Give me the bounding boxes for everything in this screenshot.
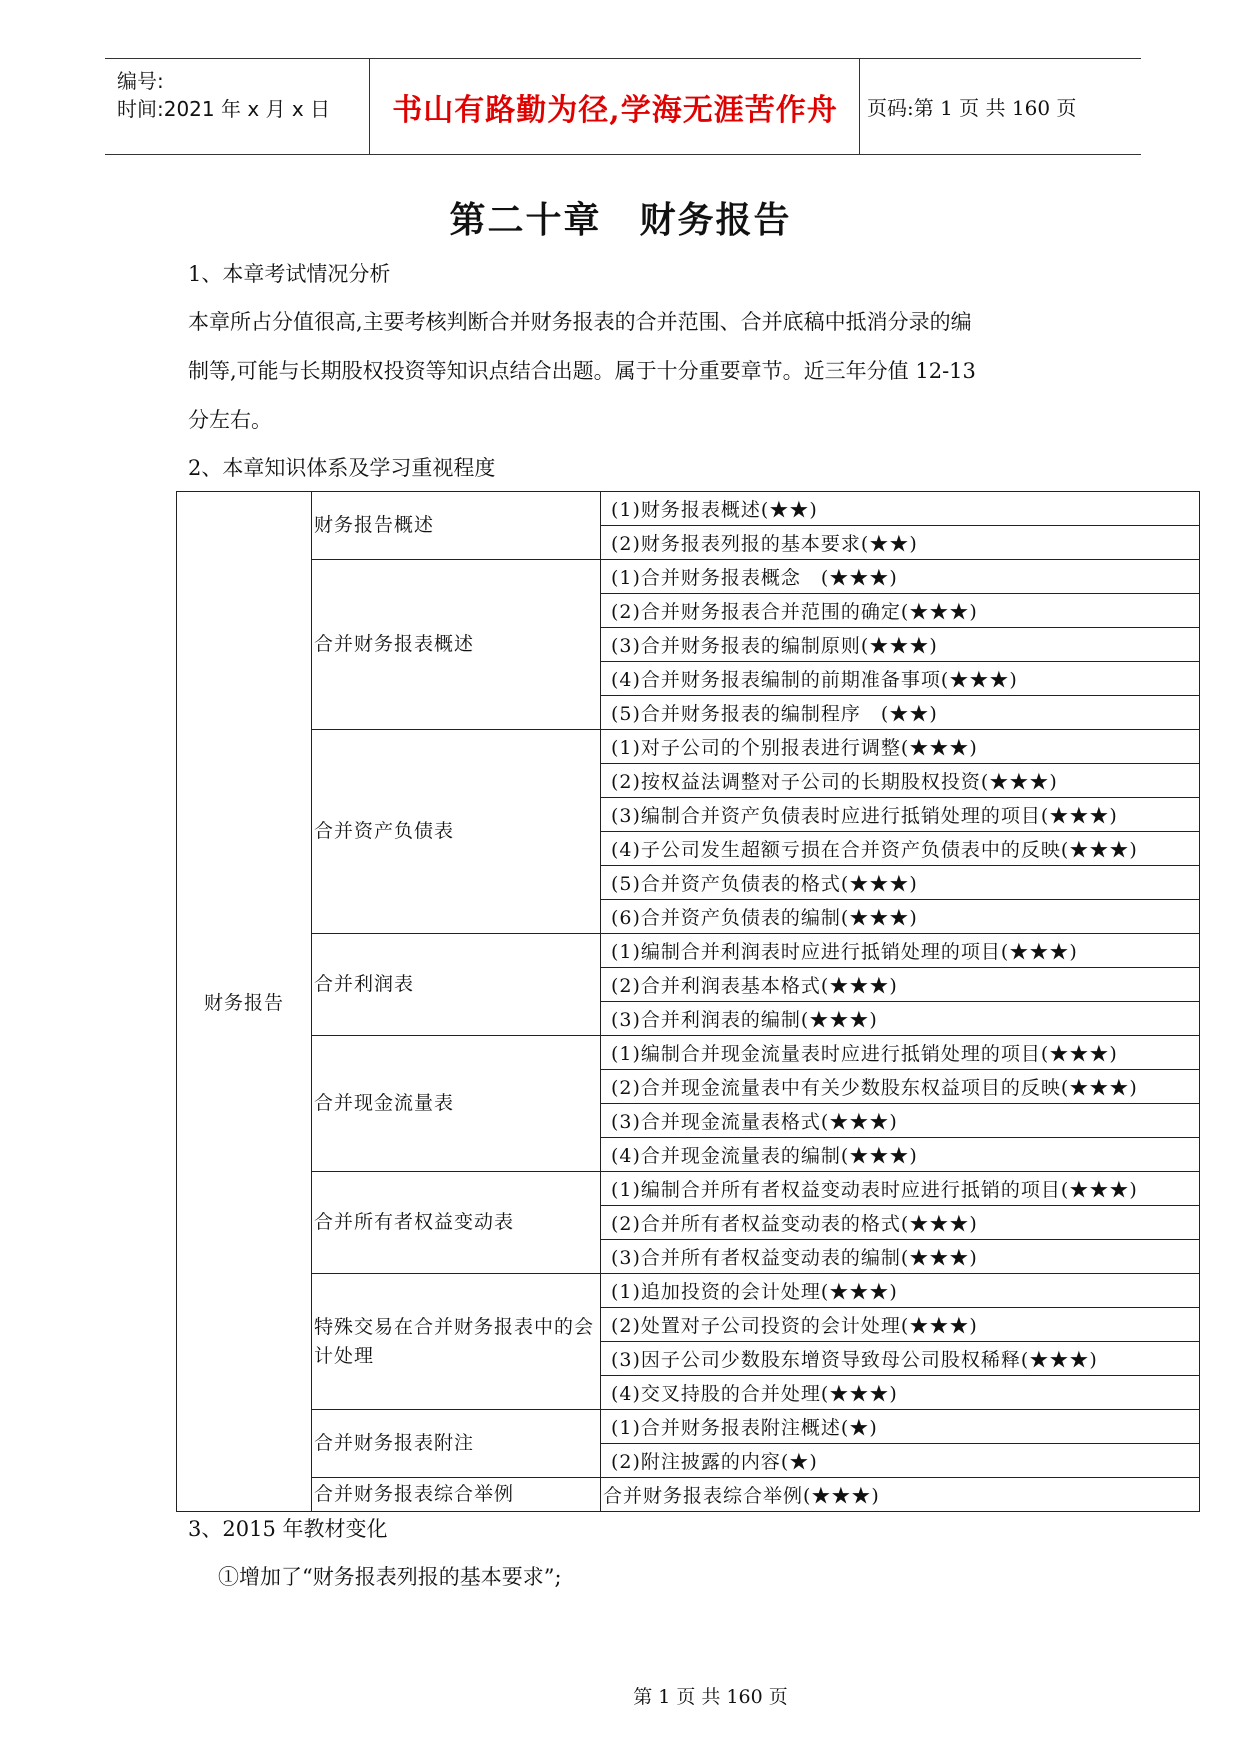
item-cell: (1)追加投资的会计处理(★★★) — [601, 1274, 1200, 1308]
topic-cell: 特殊交易在合并财务报表中的会计处理 — [312, 1274, 601, 1410]
item-cell: 合并财务报表综合举例(★★★) — [601, 1478, 1200, 1512]
item-cell: (1)编制合并现金流量表时应进行抵销处理的项目(★★★) — [601, 1036, 1200, 1070]
item-cell: (4)交叉持股的合并处理(★★★) — [601, 1376, 1200, 1410]
item-cell: (2)处置对子公司投资的会计处理(★★★) — [601, 1308, 1200, 1342]
topic-cell: 合并现金流量表 — [312, 1036, 601, 1172]
topic-cell: 合并利润表 — [312, 934, 601, 1036]
item-cell: (2)按权益法调整对子公司的长期股权投资(★★★) — [601, 764, 1200, 798]
chapter-title: 第二十章 财务报告 — [449, 199, 792, 241]
root-cell: 财务报告 — [177, 492, 312, 1512]
paragraph-line: 制等,可能与长期股权投资等知识点结合出题。属于十分重要章节。近三年分值 12-13 — [188, 359, 976, 383]
header-motto: 书山有路勤为径,学海无涯苦作舟 — [392, 92, 838, 128]
paragraph-line: 分左右。 — [188, 408, 272, 432]
table-row — [177, 492, 1200, 526]
table-row — [177, 1274, 1200, 1308]
item-cell: (2)财务报表列报的基本要求(★★) — [601, 526, 1200, 560]
item-cell: (3)合并所有者权益变动表的编制(★★★) — [601, 1240, 1200, 1274]
table-row — [177, 1036, 1200, 1070]
topic-cell: 合并财务报表概述 — [312, 560, 601, 730]
table-row — [177, 730, 1200, 764]
topic-cell: 财务报告概述 — [312, 492, 601, 560]
item-cell: (1)编制合并所有者权益变动表时应进行抵销的项目(★★★) — [601, 1172, 1200, 1206]
topic-cell: 合并资产负债表 — [312, 730, 601, 934]
item-cell: (3)合并财务报表的编制原则(★★★) — [601, 628, 1200, 662]
section3-heading: 3、2015 年教材变化 — [188, 1517, 388, 1541]
item-cell: (1)对子公司的个别报表进行调整(★★★) — [601, 730, 1200, 764]
item-cell: (2)附注披露的内容(★) — [601, 1444, 1200, 1478]
item-cell: (3)因子公司少数股东增资导致母公司股权稀释(★★★) — [601, 1342, 1200, 1376]
page-header — [105, 58, 1141, 155]
knowledge-table — [176, 491, 1200, 1512]
topic-cell: 合并财务报表附注 — [312, 1410, 601, 1478]
page-footer: 第 1 页 共 160 页 — [633, 1686, 788, 1708]
paragraph-line: 本章所占分值很高,主要考核判断合并财务报表的合并范围、合并底稿中抵消分录的编 — [188, 310, 972, 334]
table-row — [177, 934, 1200, 968]
header-divider — [369, 59, 370, 154]
topic-cell: 合并财务报表综合举例 — [312, 1478, 601, 1512]
item-cell: (1)合并财务报表概念 (★★★) — [601, 560, 1200, 594]
item-cell: (4)合并财务报表编制的前期准备事项(★★★) — [601, 662, 1200, 696]
item-cell: (4)子公司发生超额亏损在合并资产负债表中的反映(★★★) — [601, 832, 1200, 866]
number-label: 编号: — [117, 69, 164, 93]
item-cell: (1)财务报表概述(★★) — [601, 492, 1200, 526]
item-cell: (5)合并财务报表的编制程序 (★★) — [601, 696, 1200, 730]
item-cell: (3)合并现金流量表格式(★★★) — [601, 1104, 1200, 1138]
item-cell: (6)合并资产负债表的编制(★★★) — [601, 900, 1200, 934]
item-cell: (4)合并现金流量表的编制(★★★) — [601, 1138, 1200, 1172]
header-page-info: 页码:第 1 页 共 160 页 — [867, 96, 1077, 120]
item-cell: (2)合并现金流量表中有关少数股东权益项目的反映(★★★) — [601, 1070, 1200, 1104]
item-cell: (5)合并资产负债表的格式(★★★) — [601, 866, 1200, 900]
topic-cell: 合并所有者权益变动表 — [312, 1172, 601, 1274]
table-row — [177, 1478, 1200, 1512]
item-cell: (3)编制合并资产负债表时应进行抵销处理的项目(★★★) — [601, 798, 1200, 832]
table-row — [177, 1410, 1200, 1444]
paragraph-line: ①增加了“财务报表列报的基本要求”; — [218, 1565, 562, 1589]
item-cell: (1)合并财务报表附注概述(★) — [601, 1410, 1200, 1444]
item-cell: (2)合并财务报表合并范围的确定(★★★) — [601, 594, 1200, 628]
section1-heading: 1、本章考试情况分析 — [188, 262, 391, 286]
time-label: 时间:2021 年 x 月 x 日 — [117, 97, 331, 121]
item-cell: (1)编制合并利润表时应进行抵销处理的项目(★★★) — [601, 934, 1200, 968]
header-meta — [105, 59, 369, 154]
table-row — [177, 1172, 1200, 1206]
item-cell: (2)合并利润表基本格式(★★★) — [601, 968, 1200, 1002]
section2-heading: 2、本章知识体系及学习重视程度 — [188, 456, 496, 480]
item-cell: (2)合并所有者权益变动表的格式(★★★) — [601, 1206, 1200, 1240]
table-row — [177, 560, 1200, 594]
item-cell: (3)合并利润表的编制(★★★) — [601, 1002, 1200, 1036]
header-divider — [859, 59, 860, 154]
